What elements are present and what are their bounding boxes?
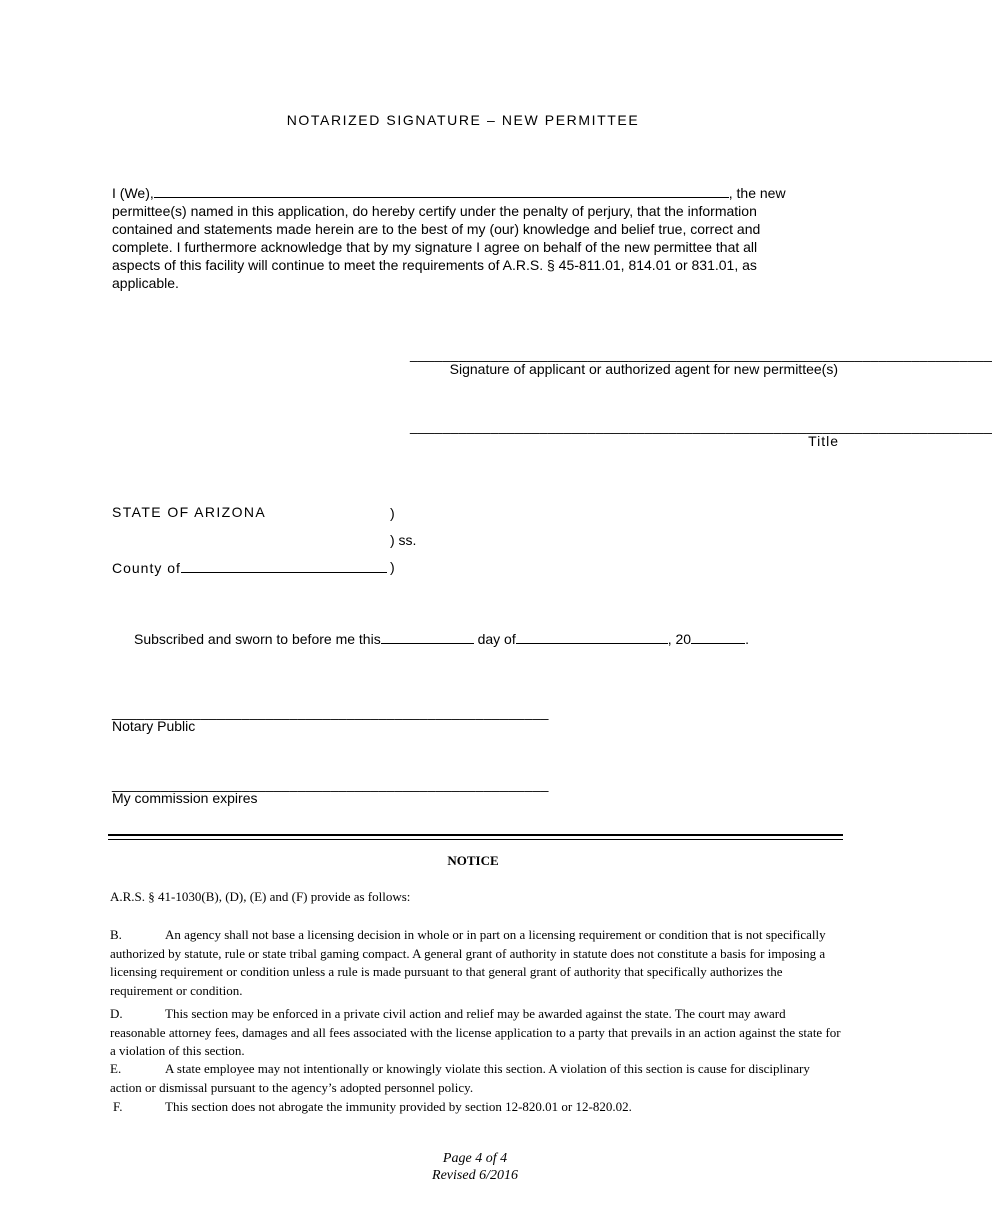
notice-item-d xyxy=(110,1005,842,1061)
footer-page-number: Page 4 of 4 xyxy=(442,1151,508,1166)
notice-item-text: This section does not abrogate the immunity provided by section 12-820.01 or 12-820.02. xyxy=(165,1099,632,1114)
title-line[interactable]: ________________________________________________________________________ xyxy=(410,418,992,434)
jurat-day-of: day of xyxy=(477,631,516,647)
jurat-year-prefix: , 20 xyxy=(667,631,692,647)
certification-prefix: I (We), xyxy=(112,185,154,201)
permittee-name-field[interactable] xyxy=(154,183,729,198)
jurat-end: . xyxy=(745,631,749,647)
venue-paren-3: ) xyxy=(390,559,395,575)
footer-revised: Revised 6/2016 xyxy=(432,1168,518,1183)
divider-rule-top xyxy=(108,834,843,836)
certification-body: permittee(s) named in this application, do hereby certify under the penalty of perjury, that the information contained and statements made herein are to the best of my (our) knowledge and belief true, correct and complete. I furthermore acknowledge that by my signature I agree on behalf of the new permittee that all aspects of this facility will continue to meet the requirements of A.R.S. § 45-811.01, 814.01 or 831.01, as applicable. xyxy=(112,203,761,291)
jurat-prefix: Subscribed and sworn to before me this xyxy=(134,631,381,647)
commission-expires-label: My commission expires xyxy=(112,790,258,806)
commission-expires-line[interactable]: ______________________________________________________ xyxy=(112,776,549,792)
notice-item-letter: D. xyxy=(110,1006,123,1021)
divider-rule-bottom xyxy=(108,839,843,840)
jurat-day-field[interactable] xyxy=(381,629,474,644)
notice-item-b xyxy=(110,926,842,1000)
notice-item-f xyxy=(110,1098,842,1117)
certification-after-blank: , the new xyxy=(728,185,786,201)
signature-label: Signature of applicant or authorized agent for new permittee(s) xyxy=(449,361,838,377)
jurat-line xyxy=(134,629,749,647)
notice-item-letter: E. xyxy=(110,1061,122,1076)
jurat-year-field[interactable] xyxy=(691,629,745,644)
notice-item-letter: B. xyxy=(110,927,122,942)
notice-heading: NOTICE xyxy=(447,853,499,868)
county-label: County of xyxy=(112,560,181,576)
county-row xyxy=(112,558,387,576)
signature-line[interactable]: ________________________________________________________________________ xyxy=(410,346,992,362)
notice-item-text: A state employee may not intentionally or knowingly violate this section. A violation of this section is cause for disciplinary action or dismissal pursuant to the agency’s adopted personnel policy. xyxy=(110,1061,810,1095)
notice-item-letter: F. xyxy=(113,1099,123,1114)
title-label: Title xyxy=(808,433,839,449)
venue-paren-1: ) xyxy=(390,505,395,521)
state-label: STATE OF ARIZONA xyxy=(112,504,267,520)
notary-public-line[interactable]: ______________________________________________________ xyxy=(112,704,549,720)
certification-paragraph xyxy=(112,183,792,292)
notice-item-e xyxy=(110,1060,842,1097)
notice-item-text: This section may be enforced in a private civil action and relief may be awarded against the state. The court may award reasonable attorney fees, damages and all fees associated with the license application to a party that prevails in an action against the state for a violation of this section. xyxy=(110,1006,841,1058)
notary-public-label: Notary Public xyxy=(112,718,196,734)
venue-ss: ) ss. xyxy=(390,532,417,548)
notice-intro: A.R.S. § 41-1030(B), (D), (E) and (F) provide as follows: xyxy=(110,889,411,904)
jurat-month-field[interactable] xyxy=(516,629,668,644)
page-title: NOTARIZED SIGNATURE – NEW PERMITTEE xyxy=(286,112,640,128)
notice-item-text: An agency shall not base a licensing decision in whole or in part on a licensing requirement or condition that is not specifically authorized by statute, rule or state tribal gaming compact. A general grant of authority in statute does not constitute a basis for imposing a licensing requirement or condition unless a rule is made pursuant to that general grant of authority that specifically authorizes the requirement or condition. xyxy=(110,927,826,998)
county-field[interactable] xyxy=(181,558,387,573)
